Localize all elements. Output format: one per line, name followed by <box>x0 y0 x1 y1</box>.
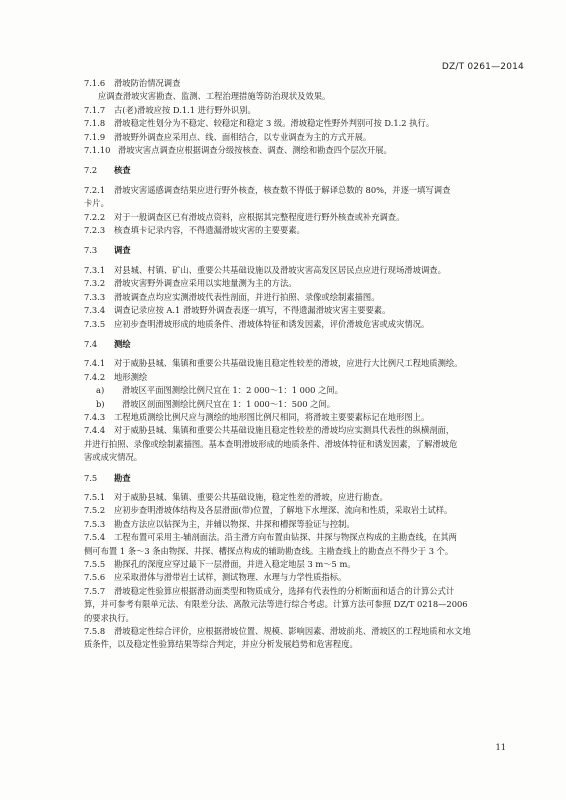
clause-text: 勘查 <box>114 472 131 483</box>
clause-number: 7.1.9 <box>84 131 106 142</box>
clause-number: 7.5.1 <box>84 491 106 502</box>
clause-number: 7.2 <box>84 165 98 176</box>
clause-item <box>84 504 514 517</box>
standard-code: DZ/T 0261—2014 <box>441 62 524 72</box>
clause-item <box>84 277 514 290</box>
clause-text: 并进行拍照、录像或绘制素描图。基本查明滑坡形成的地质条件、滑坡体特征和诱发因素，了解滑坡危 <box>84 438 458 449</box>
clause-text: 滑坡防治情况调查 <box>114 78 181 88</box>
clause-number: 7.5 <box>84 472 98 483</box>
clause-item <box>84 585 514 598</box>
clause-number: 7.2.1 <box>84 184 106 195</box>
clause-item <box>84 184 514 197</box>
clause-item <box>84 318 514 331</box>
clause-text: 勘查方法应以钻探为主，并辅以物探、井探和槽探等验证与控制。 <box>114 518 355 529</box>
clause-text: 调查 <box>114 245 131 256</box>
clause-text: 滑坡稳定性划分为不稳定、较稳定和稳定 3 级。滑坡稳定性野外判别可按 D.1.2 执行。 <box>114 118 435 129</box>
clause-number: 7.4.1 <box>84 358 106 369</box>
paragraph-continuation <box>84 638 514 651</box>
clause-text: 滑坡调查点均应实测滑坡代表性剖面，并进行拍照、录像或绘制素描图。 <box>114 291 380 302</box>
clause-item <box>84 518 514 531</box>
clause-item <box>84 371 514 384</box>
section-heading <box>84 164 514 177</box>
clause-number: 7.3.3 <box>84 291 106 302</box>
clause-item <box>84 571 514 584</box>
clause-item <box>84 264 514 277</box>
paragraph-continuation <box>84 438 514 451</box>
sub-list-item <box>84 384 514 397</box>
paragraph-continuation <box>84 451 514 464</box>
clause-text: 对于威胁县城、集镇、重要公共基础设施，稳定性差的滑坡，应进行勘查。 <box>114 491 388 502</box>
clause-text: 滑坡野外调查应采用点、线、面相结合，以专业调查为主的方式开展。 <box>114 131 372 142</box>
clause-text: 滑坡灾害遥感调查结果应进行野外核查，核查数不得低于解译总数的 80%，并逐一填写调查 <box>114 184 451 195</box>
clause-number: 7.5.6 <box>84 572 106 583</box>
clause-text: 核查填卡记录内容，不得遗漏滑坡灾害的主要要素。 <box>114 225 305 236</box>
clause-number: 7.5.5 <box>84 559 106 569</box>
clause-text: 滑坡稳定性验算应根据滑动面类型和物质成分，选择有代表性的分析断面和适合的计算公式计 <box>114 585 455 596</box>
paragraph-continuation <box>84 612 514 625</box>
clause-item <box>84 211 514 224</box>
clause-number: 7.3 <box>84 245 98 256</box>
clause-number: 7.1.6 <box>84 78 106 88</box>
clause-item <box>84 491 514 504</box>
sub-list-item <box>84 398 514 411</box>
clause-item <box>84 424 514 437</box>
clause-number: 7.5.8 <box>84 626 106 637</box>
clause-item <box>84 131 514 144</box>
clause-item <box>84 411 514 424</box>
clause-item <box>84 304 514 317</box>
clause-number: 7.4.2 <box>84 371 106 382</box>
clause-text: 卡片。 <box>84 198 109 209</box>
clause-text: 勘探孔的深度应穿过最下一层滑面，并进入稳定地层 3 m～5 m。 <box>114 559 356 569</box>
clause-item <box>84 77 514 90</box>
clause-text: 工程布置可采用主-辅剖面法。沿主滑方向布置由钻探、井探与物探点构成的主勘查线，在其两 <box>114 532 457 543</box>
clause-text: 算，并可参考有限单元法、有限差分法、离散元法等进行综合考虑。计算方法可参照 DZ/T 0218—2006 <box>84 599 468 610</box>
clause-item <box>84 291 514 304</box>
clause-text: 对县城、村镇、矿山、重要公共基础设施以及滑坡灾害高发区居民点应进行现场滑坡调查。 <box>114 264 446 275</box>
clause-text: 滑坡稳定性综合评价，应根据滑坡位置、规模、影响因素、滑坡前兆、滑坡区的工程地质和水文地 <box>114 626 471 637</box>
clause-text: 应采取滑体与滑带岩土试样，测试物理、水理与力学性质指标。 <box>114 572 347 583</box>
clause-number: b) <box>96 398 105 409</box>
clause-number: 7.5.4 <box>84 532 106 543</box>
clause-number: 7.4.3 <box>84 411 106 422</box>
clause-text: 测绘 <box>114 338 131 349</box>
clause-text: 应调查滑坡灾害勘查、监测、工程治理措施等防治现状及效果。 <box>98 91 331 102</box>
clause-text: 地形测绘 <box>114 371 148 382</box>
clause-item <box>84 224 514 237</box>
clause-item <box>84 104 514 117</box>
section-heading <box>84 338 514 351</box>
clause-number: 7.3.5 <box>84 318 106 329</box>
section-heading <box>84 244 514 257</box>
clause-item <box>84 558 514 571</box>
clause-text: 调查记录应按 A.1 滑坡野外调查表逐一填写，不得遗漏滑坡灾害主要要素。 <box>114 305 391 316</box>
clause-number: 7.1.10 <box>84 145 111 156</box>
clause-number: 7.5.7 <box>84 585 106 596</box>
clause-text: 核查 <box>114 165 131 176</box>
clause-text: 滑坡灾害野外调查应采用以实地量测为主的方法。 <box>114 278 297 289</box>
clause-item <box>84 357 514 370</box>
clause-item <box>84 625 514 638</box>
clause-text: 对于威胁县城、集镇和重要公共基础设施且稳定性较差的滑坡，应进行大比例尺工程地质测绘。 <box>114 358 463 369</box>
clause-number: 7.1.8 <box>84 118 106 129</box>
clause-number: 7.2.3 <box>84 225 106 236</box>
paragraph-line <box>84 90 514 103</box>
clause-text: 对于一般调查区已有滑坡点资料，应根据其完整程度进行野外核查或补充调查。 <box>114 211 405 222</box>
section-heading <box>84 472 514 485</box>
clause-number: 7.1.7 <box>84 104 106 115</box>
clause-text: 应初步查明滑坡体结构及各层滑面(带)位置，了解地下水埋深、流向和性质，采取岩土试样。 <box>114 505 453 516</box>
clause-text: 滑坡区剖面图测绘比例尺宜在 1：1 000～1：500 之间。 <box>122 398 336 409</box>
clause-item <box>84 144 514 157</box>
clause-number: 7.3.1 <box>84 264 106 275</box>
clause-number: a) <box>96 385 105 396</box>
clause-number: 7.3.2 <box>84 278 106 289</box>
paragraph-continuation <box>84 197 514 210</box>
clause-number: 7.3.4 <box>84 305 106 316</box>
clause-number: 7.4.4 <box>84 425 106 436</box>
document-body <box>84 77 514 652</box>
clause-number: 7.4 <box>84 338 98 349</box>
clause-text: 工程地质测绘比例尺应与测绘的地形图比例尺相同，将滑坡主要要素标记在地形图上。 <box>114 411 430 422</box>
clause-text: 滑坡灾害点调查应根据调查分级按核查、调查、测绘和勘查四个层次开展。 <box>118 145 392 156</box>
paragraph-continuation <box>84 545 514 558</box>
clause-text: 对于威胁县城、集镇和重要公共基础设施且稳定性较差的滑坡均应实测具代表性的纵横剖面， <box>114 425 455 436</box>
clause-text: 侧可布置 1 条～3 条由物探、井探、槽探点构成的辅助勘查线。主勘查线上的勘查点不得少于 3 个。 <box>84 545 454 556</box>
clause-text: 害或成灾情况。 <box>84 452 143 463</box>
clause-text: 古(老)滑坡应按 D.1.1 进行野外识别。 <box>114 104 256 115</box>
clause-text: 质条件，以及稳定性验算结果等综合判定，并应分析发展趋势和危害程度。 <box>84 639 358 650</box>
clause-text: 应初步查明滑坡形成的地质条件、滑坡体特征和诱发因素，评价滑坡危害或成灾情况。 <box>114 318 430 329</box>
clause-number: 7.2.2 <box>84 211 106 222</box>
clause-number: 7.5.3 <box>84 518 106 529</box>
page-number: 11 <box>495 742 506 752</box>
clause-item <box>84 531 514 544</box>
clause-text: 的要求执行。 <box>84 612 134 623</box>
clause-item <box>84 117 514 130</box>
clause-text: 滑坡区平面图测绘比例尺宜在 1：2 000～1：1 000 之间。 <box>122 385 343 396</box>
paragraph-continuation <box>84 598 514 611</box>
clause-number: 7.5.2 <box>84 505 106 516</box>
